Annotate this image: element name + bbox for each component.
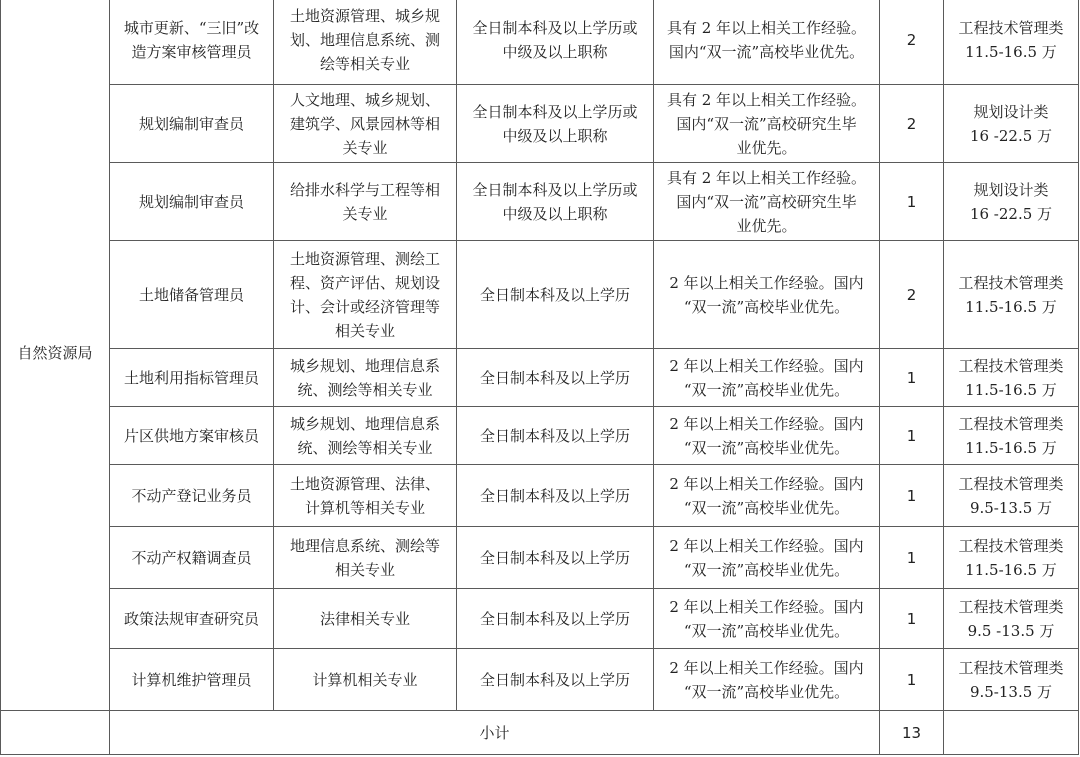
requirement-cell: 具有 2 年以上相关工作经验。 国内“双一流”高校毕业优先。 — [654, 0, 880, 85]
subtotal-label: 小计 — [110, 711, 880, 755]
table-row — [1, 649, 1079, 711]
major-cell: 城乡规划、地理信息系 统、测绘等相关专业 — [274, 349, 457, 407]
salary-cell: 工程技术管理类 11.5-16.5 万 — [944, 407, 1079, 465]
education-cell: 全日制本科及以上学历 — [457, 589, 654, 649]
subtotal-spacer-cell — [1, 711, 110, 755]
salary-cell: 工程技术管理类 9.5 -13.5 万 — [944, 589, 1079, 649]
education-cell: 全日制本科及以上学历 — [457, 349, 654, 407]
headcount-cell: 1 — [880, 589, 944, 649]
table-row — [1, 85, 1079, 163]
subtotal-row — [1, 711, 1079, 755]
major-cell: 土地资源管理、法律、 计算机等相关专业 — [274, 465, 457, 527]
salary-cell: 工程技术管理类 9.5-13.5 万 — [944, 465, 1079, 527]
requirement-cell: 2 年以上相关工作经验。国内 “双一流”高校毕业优先。 — [654, 649, 880, 711]
salary-cell: 规划设计类 16 -22.5 万 — [944, 85, 1079, 163]
headcount-cell: 1 — [880, 407, 944, 465]
table-row — [1, 589, 1079, 649]
requirement-cell: 2 年以上相关工作经验。国内 “双一流”高校毕业优先。 — [654, 241, 880, 349]
salary-cell: 规划设计类 16 -22.5 万 — [944, 163, 1079, 241]
education-cell: 全日制本科及以上学历或 中级及以上职称 — [457, 163, 654, 241]
major-cell: 土地资源管理、测绘工 程、资产评估、规划设 计、会计或经济管理等 相关专业 — [274, 241, 457, 349]
position-title-cell: 土地利用指标管理员 — [110, 349, 274, 407]
position-title-cell: 政策法规审查研究员 — [110, 589, 274, 649]
headcount-cell: 1 — [880, 465, 944, 527]
table-row — [1, 241, 1079, 349]
salary-cell: 工程技术管理类 11.5-16.5 万 — [944, 0, 1079, 85]
salary-cell: 工程技术管理类 9.5-13.5 万 — [944, 649, 1079, 711]
major-cell: 城乡规划、地理信息系 统、测绘等相关专业 — [274, 407, 457, 465]
requirement-cell: 2 年以上相关工作经验。国内 “双一流”高校毕业优先。 — [654, 349, 880, 407]
major-cell: 地理信息系统、测绘等 相关专业 — [274, 527, 457, 589]
education-cell: 全日制本科及以上学历或 中级及以上职称 — [457, 85, 654, 163]
salary-cell: 工程技术管理类 11.5-16.5 万 — [944, 349, 1079, 407]
education-cell: 全日制本科及以上学历 — [457, 465, 654, 527]
headcount-cell: 1 — [880, 163, 944, 241]
headcount-cell: 1 — [880, 649, 944, 711]
table-row — [1, 0, 1079, 85]
table-body — [1, 0, 1079, 755]
position-title-cell: 规划编制审查员 — [110, 163, 274, 241]
department-cell: 自然资源局 — [1, 0, 110, 711]
education-cell: 全日制本科及以上学历或 中级及以上职称 — [457, 0, 654, 85]
education-cell: 全日制本科及以上学历 — [457, 241, 654, 349]
major-cell: 土地资源管理、城乡规 划、地理信息系统、测 绘等相关专业 — [274, 0, 457, 85]
headcount-cell: 1 — [880, 527, 944, 589]
major-cell: 给排水科学与工程等相 关专业 — [274, 163, 457, 241]
education-cell: 全日制本科及以上学历 — [457, 407, 654, 465]
subtotal-count: 13 — [880, 711, 944, 755]
position-title-cell: 土地储备管理员 — [110, 241, 274, 349]
major-cell: 法律相关专业 — [274, 589, 457, 649]
education-cell: 全日制本科及以上学历 — [457, 649, 654, 711]
table-row — [1, 163, 1079, 241]
requirement-cell: 2 年以上相关工作经验。国内 “双一流”高校毕业优先。 — [654, 407, 880, 465]
subtotal-pay-cell — [944, 711, 1079, 755]
headcount-cell: 1 — [880, 349, 944, 407]
position-title-cell: 不动产权籍调查员 — [110, 527, 274, 589]
position-title-cell: 规划编制审查员 — [110, 85, 274, 163]
major-cell: 人文地理、城乡规划、 建筑学、风景园林等相 关专业 — [274, 85, 457, 163]
table-row — [1, 527, 1079, 589]
salary-cell: 工程技术管理类 11.5-16.5 万 — [944, 241, 1079, 349]
headcount-cell: 2 — [880, 0, 944, 85]
requirement-cell: 具有 2 年以上相关工作经验。 国内“双一流”高校研究生毕 业优先。 — [654, 85, 880, 163]
headcount-cell: 2 — [880, 85, 944, 163]
requirement-cell: 具有 2 年以上相关工作经验。 国内“双一流”高校研究生毕 业优先。 — [654, 163, 880, 241]
requirement-cell: 2 年以上相关工作经验。国内 “双一流”高校毕业优先。 — [654, 527, 880, 589]
requirement-cell: 2 年以上相关工作经验。国内 “双一流”高校毕业优先。 — [654, 465, 880, 527]
salary-cell: 工程技术管理类 11.5-16.5 万 — [944, 527, 1079, 589]
table-row — [1, 465, 1079, 527]
position-title-cell: 片区供地方案审核员 — [110, 407, 274, 465]
position-title-cell: 计算机维护管理员 — [110, 649, 274, 711]
major-cell: 计算机相关专业 — [274, 649, 457, 711]
requirement-cell: 2 年以上相关工作经验。国内 “双一流”高校毕业优先。 — [654, 589, 880, 649]
headcount-cell: 2 — [880, 241, 944, 349]
position-title-cell: 城市更新、“三旧”改 造方案审核管理员 — [110, 0, 274, 85]
position-title-cell: 不动产登记业务员 — [110, 465, 274, 527]
table-row — [1, 349, 1079, 407]
table-row — [1, 407, 1079, 465]
education-cell: 全日制本科及以上学历 — [457, 527, 654, 589]
